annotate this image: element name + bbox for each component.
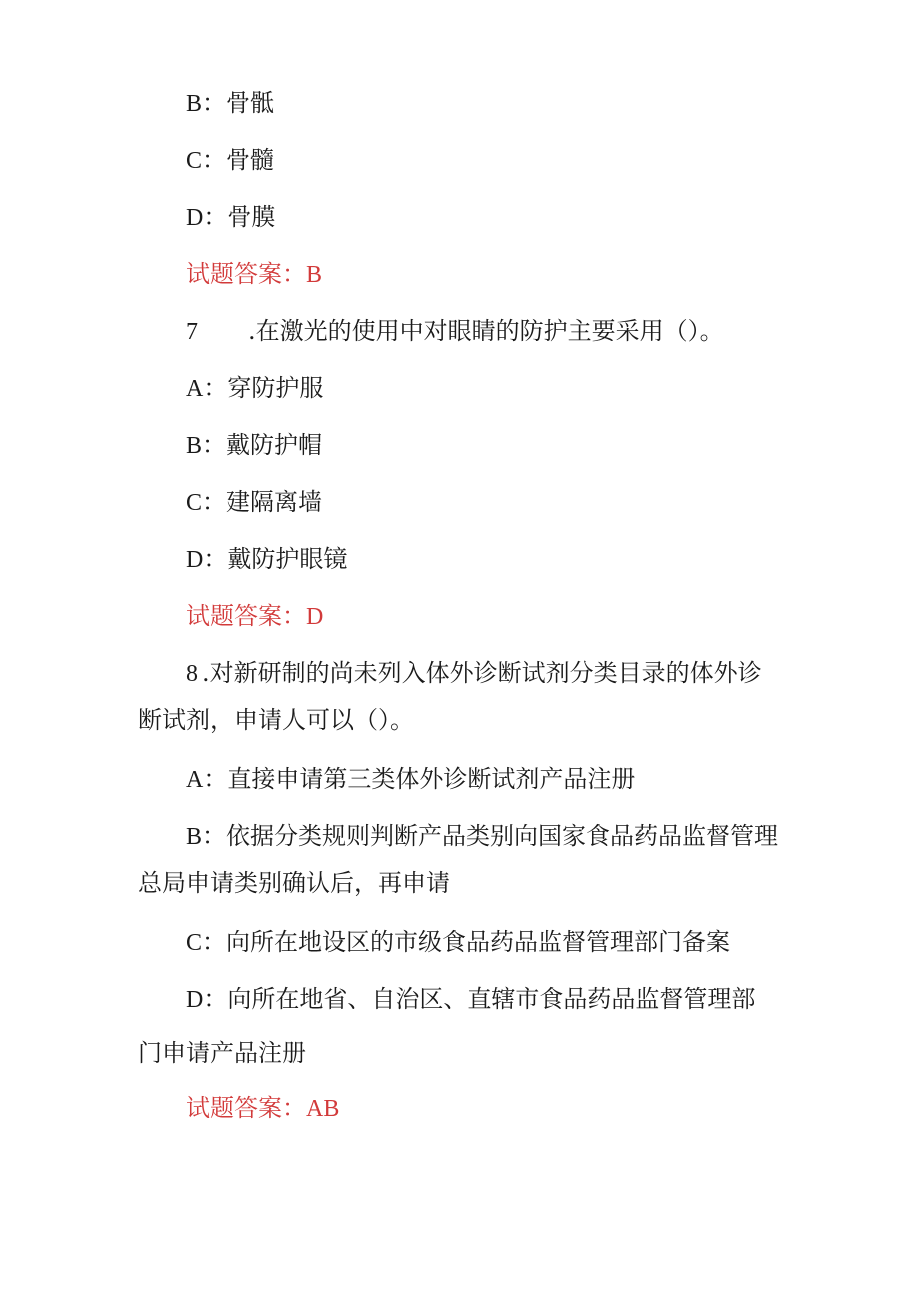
q7-option-d xyxy=(186,544,347,575)
q7-answer xyxy=(186,601,323,632)
option-letter: C： xyxy=(186,490,227,516)
option-text: 戴防护眼镜 xyxy=(227,545,348,573)
question-number: 7 xyxy=(186,319,198,345)
option-text-cont: 总局申请类别确认后，再申请 xyxy=(138,869,450,897)
q8-option-d-cont xyxy=(138,1038,306,1068)
option-text: 穿防护服 xyxy=(227,374,324,402)
option-letter: B： xyxy=(186,91,227,117)
option-text: 建隔离墙 xyxy=(226,488,323,516)
option-text: 骨骶 xyxy=(226,89,275,117)
option-text: 戴防护帽 xyxy=(226,431,323,459)
option-letter: A： xyxy=(186,376,228,402)
q7-option-c xyxy=(186,487,322,518)
option-text: 直接申请第三类体外诊断试剂产品注册 xyxy=(227,765,636,793)
option-letter: D： xyxy=(186,987,228,1013)
answer-label: 试题答案： xyxy=(186,260,306,288)
q8-stem-line2 xyxy=(138,705,414,735)
q6-option-d xyxy=(186,202,275,233)
q6-option-b xyxy=(186,88,274,119)
q6-answer xyxy=(186,259,322,290)
answer-label: 试题答案： xyxy=(186,1094,306,1122)
q7-stem xyxy=(186,316,724,347)
option-letter: B： xyxy=(186,824,227,850)
answer-value: D xyxy=(306,604,324,630)
option-letter: C： xyxy=(186,930,227,956)
answer-value: AB xyxy=(306,1096,340,1122)
option-text: 向所在地设区的市级食品药品监督管理部门备案 xyxy=(226,928,731,956)
q8-option-d xyxy=(186,984,755,1015)
question-text: .对新研制的尚未列入体外诊断试剂分类目录的体外诊 xyxy=(202,659,762,687)
question-text: .在激光的使用中对眼睛的防护主要采用（）。 xyxy=(248,317,724,345)
q8-stem-line1 xyxy=(186,658,762,689)
q7-option-b xyxy=(186,430,322,461)
option-letter: D： xyxy=(186,547,228,573)
option-text-cont: 门申请产品注册 xyxy=(138,1039,306,1067)
option-text: 依据分类规则判断产品类别向国家食品药品监督管理 xyxy=(226,822,779,850)
q7-option-a xyxy=(186,373,323,404)
option-letter: B： xyxy=(186,433,227,459)
q8-option-a xyxy=(186,764,635,795)
q8-option-b xyxy=(186,821,778,852)
option-letter: A： xyxy=(186,767,228,793)
q8-answer xyxy=(186,1093,339,1124)
answer-value: B xyxy=(306,262,323,288)
option-text: 骨膜 xyxy=(227,203,276,231)
q6-option-c xyxy=(186,145,274,176)
q8-option-b-cont xyxy=(138,868,450,898)
q8-option-c xyxy=(186,927,730,958)
option-letter: D： xyxy=(186,205,228,231)
option-text: 骨髓 xyxy=(226,146,275,174)
option-letter: C： xyxy=(186,148,227,174)
option-text: 向所在地省、自治区、直辖市食品药品监督管理部 xyxy=(227,985,756,1013)
answer-label: 试题答案： xyxy=(186,602,306,630)
question-number: 8 xyxy=(186,661,198,687)
question-text-cont: 断试剂，申请人可以（）。 xyxy=(138,706,414,734)
